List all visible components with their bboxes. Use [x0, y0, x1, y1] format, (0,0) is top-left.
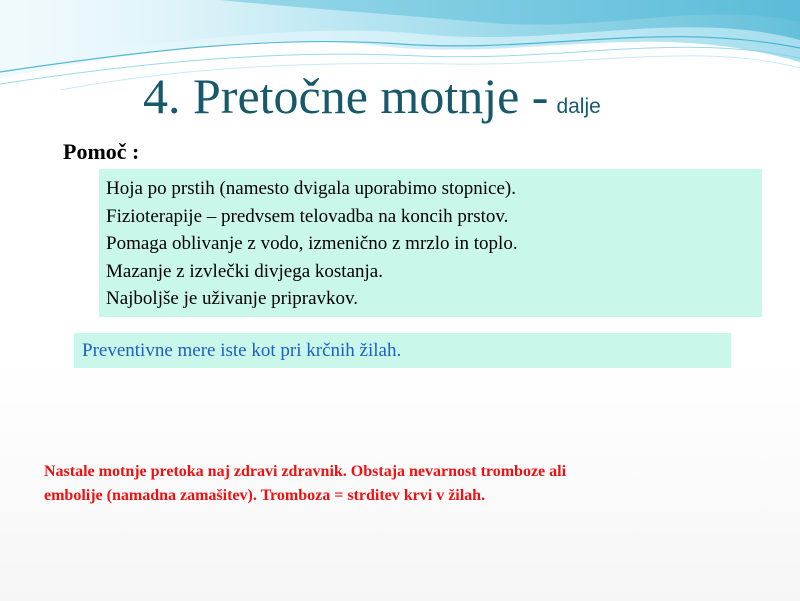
help-item: Pomaga oblivanje z vodo, izmenično z mrzlo in toplo.	[106, 233, 518, 254]
warning-note	[44, 460, 744, 508]
slide-title	[143, 66, 601, 126]
warning-note-line: Nastale motnje pretoka naj zdravi zdravnik. Obstaja nevarnost tromboze ali	[44, 463, 567, 480]
help-item: Hoja po prstih (namesto dvigala uporabimo stopnice).	[106, 178, 516, 199]
title-suffix: dalje	[556, 95, 601, 118]
help-item: Najboljše je uživanje pripravkov.	[106, 288, 359, 309]
help-box	[99, 169, 762, 317]
help-item: Fizioterapije – predvsem telovadba na koncih prstov.	[106, 205, 509, 227]
prevention-text: Preventivne mere iste kot pri krčnih žilah.	[82, 340, 402, 361]
title-main: 4. Pretočne motnje -	[143, 68, 549, 124]
help-subheading: Pomoč :	[63, 139, 140, 164]
prevention-box	[74, 333, 731, 368]
warning-note-line: embolije (namadna zamašitev). Tromboza = strditev krvi v žilah.	[44, 487, 486, 504]
help-item: Mazanje z izvlečki divjega kostanja.	[106, 260, 383, 282]
